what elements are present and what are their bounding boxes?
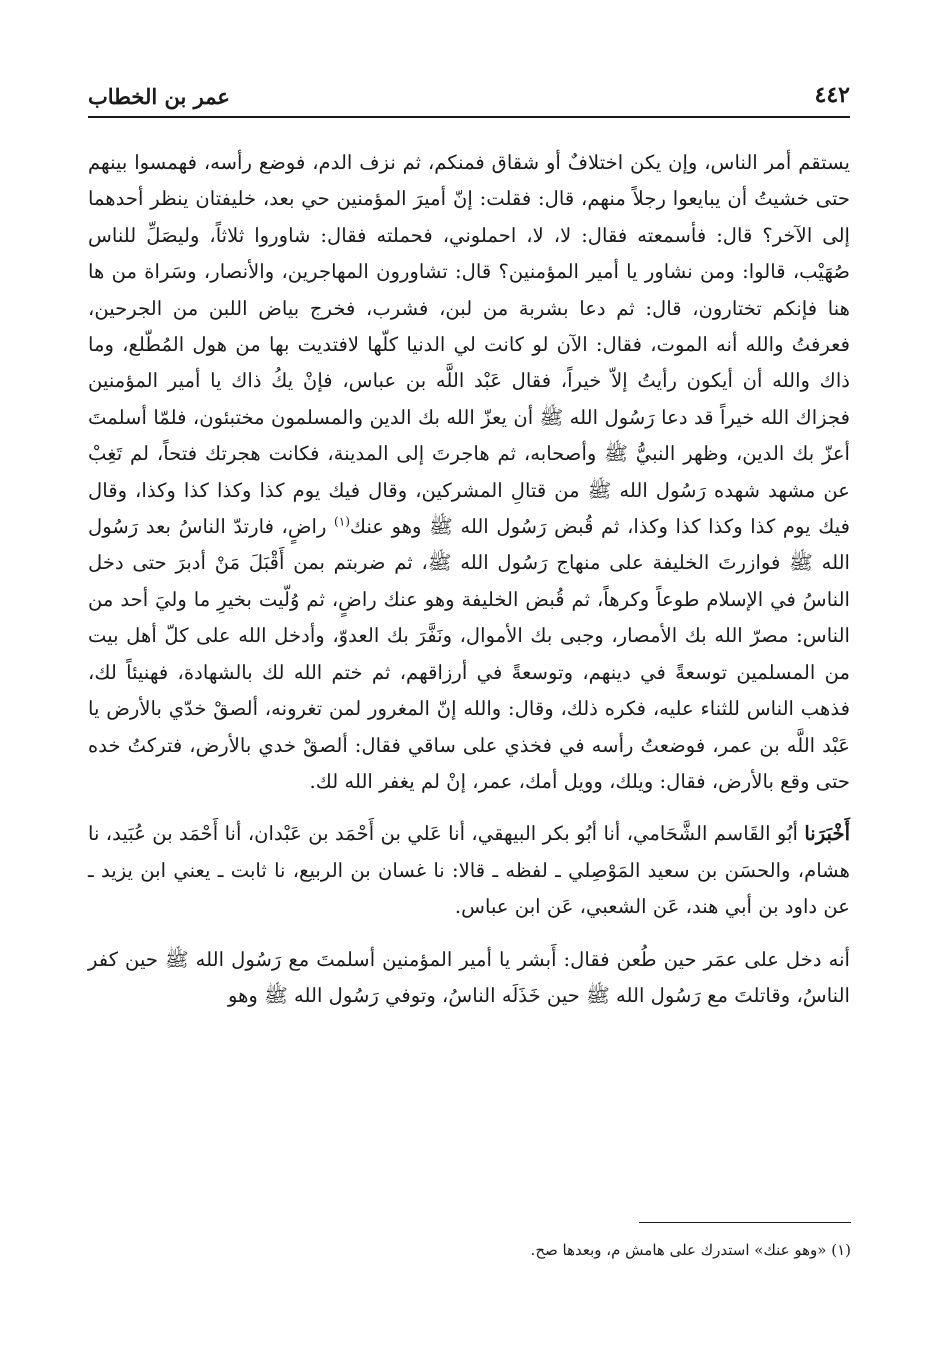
main-text: [88, 145, 850, 1014]
paragraph-1-continuation: راضٍ، فارتدّ الناسُ بعد رَسُول الله ﷺ فوازرتَ الخليفة على منهاج رَسُول الله ﷺ، ثم ضربتم بمن أَقْبَلَ مَنْ أدبرَ حتى دخل الناسُ في الإسلام طوعاً وكرهاً، ثم قُبض الخليفة وهو عنك راضٍ، ثم وُلّيت بخيرِ ما وليَ أحد من الناس: مصرّ الله بك الأمصار، وجبى بك الأموال، ونَفَّرَ بك العدوّ، وأدخل الله على كلّ أهل بيت من المسلمين توسعةً في دينهم، وتوسعةً في أرزاقهم، ثم ختم الله لك بالشهادة، فهنيئاً لك، فذهب الناس للثناء عليه، فكره ذلك، وقال: والله إنّ المغرور لمن تغرونه، ألصقْ خدّي بالأرض يا عَبْد اللَّه بن عمر، فوضعتُ رأسه في فخذي على ساقي فقال: ألصقْ خدي بالأرض، فتركتُ خده حتى وقع بالأرض، فقال: ويلك، وويل أمك، عمر، إنْ لم يغفر الله لك.: [88, 515, 850, 793]
footnote-number: (١): [831, 1241, 851, 1259]
paragraph-1-text: يستقم أمر الناس، وإن يكن اختلافٌ أو شقاق فمنكم، ثم نزف الدم، فوضع رأسه، فهمسوا بينهم حتى خشيتُ أن يبايعوا رجلاً منهم، قال: فقلت: إنّ أميرَ المؤمنين حي بعد، خليفتان ينظر أحدهما إلى الآخر؟ قال: فأسمعته فقال: لا، لا، احملوني، فحملته فقال: شاوروا ثلاثاً، وليصَلِّ للناس صُهَيْب، قالوا: ومن نشاور يا أمير المؤمنين؟ قال: تشاورون المهاجرين، والأنصار، وسَراة من ها هنا فإنكم تختارون، قال: ثم دعا بشربة من لبن، فشرب، فخرج بياض اللبن من الجرحين، فعرفتُ والله أنه الموت، فقال: الآن لو كانت لي الدنيا كلّها لافتديت بها من هول المُطّلع، وما ذاك والله أن أيكون رأيتُ إلاّ خيراً، فقال عَبْد اللَّه بن عباس، فإنْ يكُ ذاك يا أمير المؤمنين فجزاك الله خيراً قد دعا رَسُول الله ﷺ أن يعزّ الله بك الدين والمسلمون مختبئون، فلمّا أسلمتَ أعزّ بك الدين، وظهر النبيُّ ﷺ وأصحابه، ثم هاجرتَ إلى المدينة، فكانت هجرتك فتحاً، لم تَغِبْ عن مشهد شهده رَسُول الله ﷺ من قتالِ المشركين، وقال فيك يوم كذا وكذا كذا وكذا، وقال فيك يوم كذا وكذا كذا وكذا، ثم قُبض رَسُول الله ﷺ وهو عنك: [88, 151, 851, 539]
running-title: عمر بن الخطاب: [88, 84, 230, 109]
paragraph-2: [88, 816, 850, 925]
isnad-lead-word: أَخْبَرَنا: [804, 822, 851, 846]
footnote-divider: [639, 1222, 851, 1223]
page-header: [88, 80, 850, 118]
footnote-text: «وهو عنك» استدرك على هامش م، وبعدها صح.: [530, 1241, 827, 1259]
paragraph-2-text: أبُو القَاسم الشَّحَامي، أنا أبُو بكر البيهقي، أنا عَلي بن أَحْمَد بن عَبْدان، أنا أَحْمَد بن عُبَيد، نا هشام، والحسَن بن سعيد المَوْصِلي ـ لفظه ـ قالا: نا غسان بن الربيع، نا ثابت ـ يعني ابن يزيد ـ عن داود بن أبي هند، عَن الشعبي، عَن ابن عباس.: [88, 822, 850, 919]
paragraph-3: أنه دخل على عمَر حين طُعن فقال: أَبشر يا أمير المؤمنين أسلمتَ مع رَسُول الله ﷺ حين كفر الناسُ، وقاتلتَ مع رَسُول الله ﷺ حين خَذَلَه الناسُ، وتوفي رَسُول الله ﷺ وهو: [88, 947, 850, 1007]
footnote: [89, 1236, 851, 1264]
page-number: ٤٤٢: [814, 82, 850, 108]
paragraph-1: [88, 145, 850, 800]
footnote-reference: (١): [334, 514, 350, 529]
